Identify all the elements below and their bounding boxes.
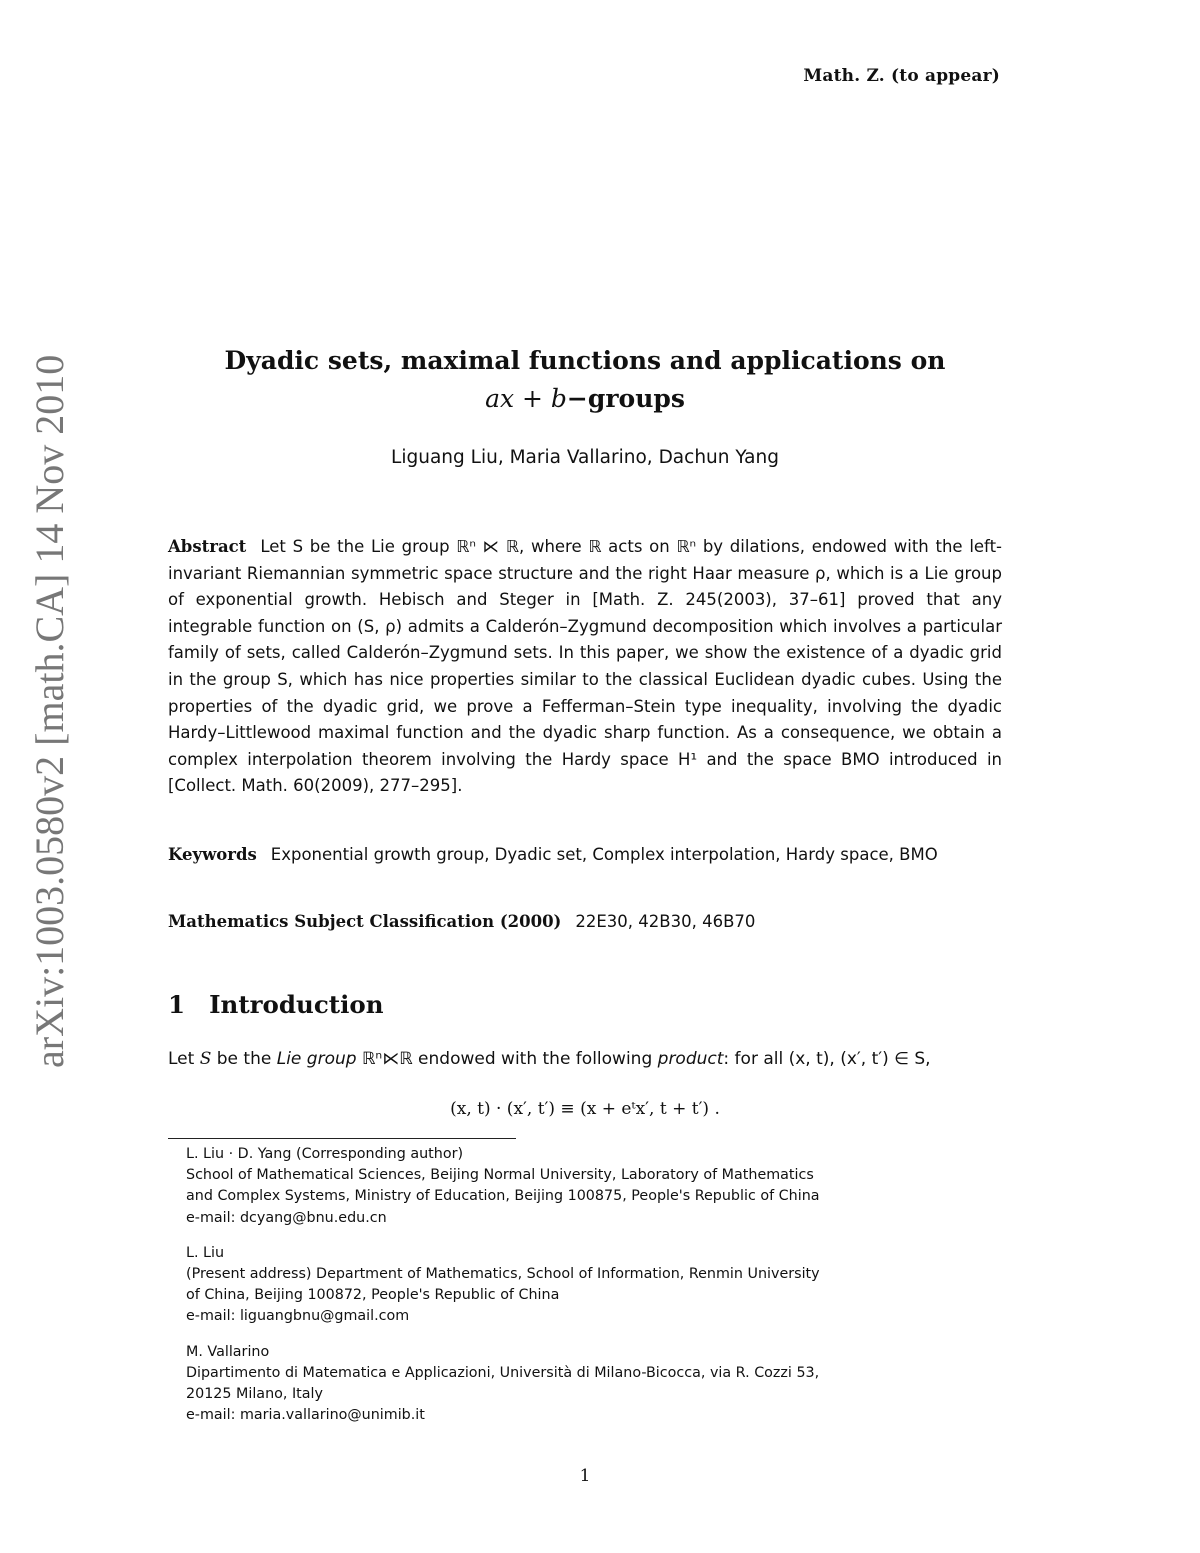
title-line-1: Dyadic sets, maximal functions and applications on bbox=[224, 346, 946, 375]
arxiv-stamp: arXiv:1003.0580v2 [math.CA] 14 Nov 2010 bbox=[27, 354, 72, 1068]
keywords bbox=[168, 842, 1002, 868]
intro-text-a: Let bbox=[168, 1049, 200, 1069]
footnote-line: School of Mathematical Sciences, Beijing Normal University, Laboratory of Mathematics bbox=[186, 1167, 814, 1184]
footnotes bbox=[186, 1144, 946, 1440]
paper-title bbox=[168, 342, 1002, 418]
footnote-line: Dipartimento di Matematica e Applicazioni, Università di Milano-Bicocca, via R. Cozzi 53, bbox=[186, 1364, 820, 1381]
title-line-2 bbox=[168, 380, 1002, 418]
display-formula: (x, t) · (x′, t′) ≡ (x + eᵗx′, t + t′) . bbox=[450, 1099, 720, 1119]
intro-math-s: S bbox=[199, 1049, 212, 1069]
footnote-rule bbox=[168, 1138, 516, 1139]
footnote-line: M. Vallarino bbox=[186, 1343, 270, 1360]
abstract bbox=[168, 534, 1002, 800]
footnote-line: e-mail: dcyang@bnu.edu.cn bbox=[186, 1209, 387, 1226]
footnote-line: e-mail: maria.vallarino@unimib.it bbox=[186, 1407, 425, 1424]
section-heading bbox=[168, 990, 384, 1019]
footnote-liu-yang bbox=[186, 1144, 946, 1229]
page-number: 1 bbox=[579, 1466, 591, 1486]
footnote-vallarino bbox=[186, 1342, 946, 1427]
msc-text: 22E30, 42B30, 46B70 bbox=[575, 912, 756, 931]
section-number: 1 bbox=[168, 990, 186, 1019]
abstract-text: Let S be the Lie group ℝⁿ ⋉ ℝ, where ℝ acts on ℝⁿ by dilations, endowed with the left-invariant Riemannian symmetric space structure and the right Haar measure ρ, which is a Lie group of exponential growth. Hebisch and Steger in [Math. Z. 245(2003), 37–61] proved that any integrable function on (S, ρ) admits a Calderón–Zygmund decomposition which involves a particular family of sets, called Calderón–Zygmund sets. In this paper, we show the existence of a dyadic grid in the group S, which has nice properties similar to the classical Euclidean dyadic cubes. Using the properties of the dyadic grid, we prove a Fefferman–Stein type inequality, involving the dyadic Hardy–Littlewood maximal function and the dyadic sharp function. As a consequence, we obtain a complex interpolation theorem involving the Hardy space H¹ and the space BMO introduced in [Collect. Math. 60(2009), 277–295]. bbox=[168, 537, 1002, 796]
intro-text-d: : for all (x, t), (x′, t′) ∈ S, bbox=[723, 1049, 931, 1069]
intro-em-lie-group: Lie group bbox=[276, 1049, 357, 1069]
footnote-liu bbox=[186, 1243, 946, 1328]
section-title: Introduction bbox=[209, 990, 384, 1019]
subject-classification bbox=[168, 909, 1002, 935]
journal-note: Math. Z. (to appear) bbox=[803, 66, 1000, 86]
msc-label: Mathematics Subject Classification (2000) bbox=[168, 912, 562, 931]
footnote-line: and Complex Systems, Ministry of Education, Beijing 100875, People's Republic of China bbox=[186, 1188, 820, 1205]
footnote-line: of China, Beijing 100872, People's Republic of China bbox=[186, 1287, 560, 1304]
footnote-line: L. Liu · D. Yang (Corresponding author) bbox=[186, 1146, 464, 1162]
title-math: ax + b bbox=[485, 384, 567, 413]
intro-text-b: be the bbox=[211, 1049, 277, 1069]
abstract-label: Abstract bbox=[168, 537, 247, 556]
title-line-2-text: −groups bbox=[566, 384, 685, 413]
keywords-text: Exponential growth group, Dyadic set, Complex interpolation, Hardy space, BMO bbox=[270, 845, 938, 864]
footnote-line: L. Liu bbox=[186, 1244, 225, 1261]
intro-em-product: product bbox=[657, 1049, 724, 1069]
keywords-label: Keywords bbox=[168, 845, 257, 864]
intro-paragraph bbox=[168, 1046, 1002, 1072]
intro-text-c: ℝⁿ⋉ℝ endowed with the following bbox=[356, 1049, 658, 1069]
author-list: Liguang Liu, Maria Vallarino, Dachun Yang bbox=[391, 447, 779, 468]
footnote-line: e-mail: liguangbnu@gmail.com bbox=[186, 1308, 410, 1325]
footnote-line: (Present address) Department of Mathematics, School of Information, Renmin University bbox=[186, 1266, 820, 1283]
footnote-line: 20125 Milano, Italy bbox=[186, 1386, 323, 1403]
